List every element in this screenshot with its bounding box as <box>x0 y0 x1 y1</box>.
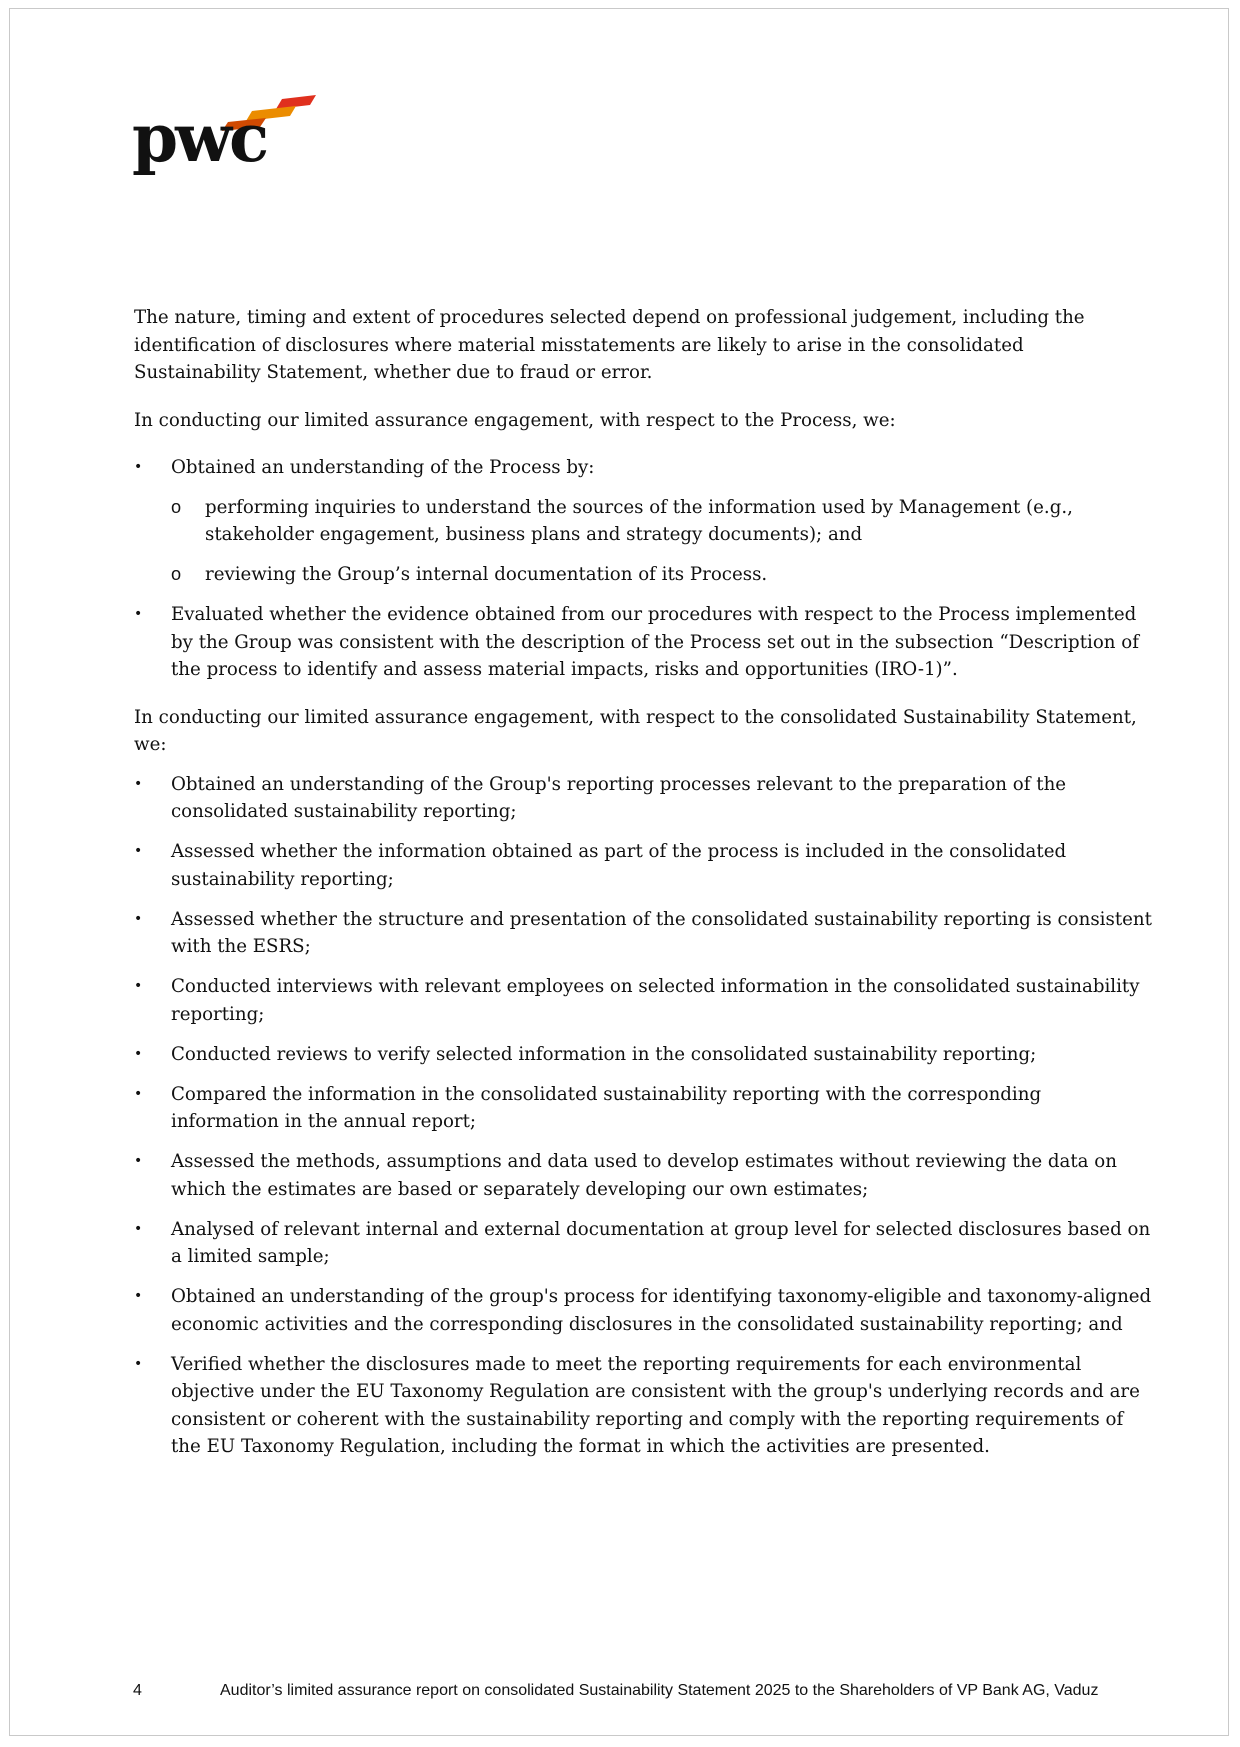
logo-accent-bar-top <box>276 95 316 109</box>
process-section-lead: In conducting our limited assurance engagement, with respect to the Process, we: <box>134 409 896 431</box>
list-item: • Assessed the methods, assumptions and data used to develop estimates without reviewing the data on which the estimates are based or separately developing our own estimates; <box>134 1148 1154 1203</box>
statement-section-lead: In conducting our limited assurance engagement, with respect to the consolidated Sustainability Statement, we: <box>134 706 1137 755</box>
document-page <box>9 8 1229 1736</box>
sub-list-item: o performing inquiries to understand the sources of the information used by Management (e.g., stakeholder engagement, business plans and strategy documents); and <box>171 494 1154 549</box>
list-item-text: Obtained an understanding of the Process by: <box>171 457 595 478</box>
footer-text: Auditor’s limited assurance report on consolidated Sustainability Statement 2025 to the Shareholders of VP Bank AG, Vaduz <box>220 1682 1099 1699</box>
list-item <box>134 454 1154 589</box>
list-item: • Obtained an understanding of the group's process for identifying taxonomy-eligible and taxonomy-aligned economic activities and the corresponding disclosures in the consolidated sustainability reporting; and <box>134 1283 1154 1338</box>
page-number: 4 <box>133 1682 142 1699</box>
list-item: • Compared the information in the consolidated sustainability reporting with the corresponding information in the annual report; <box>134 1081 1154 1136</box>
list-item: • Verified whether the disclosures made to meet the reporting requirements for each environmental objective under the EU Taxonomy Regulation are consistent with the group's underlying records and are consistent or coherent with the sustainability reporting and comply with the reporting requirements of the EU Taxonomy Regulation, including the format in which the activities are presented. <box>134 1351 1154 1461</box>
list-item-text: Evaluated whether the evidence obtained from our procedures with respect to the Process implemented by the Group was consistent with the description of the Process set out in the subsection “Description of the process to identify and assess material impacts, risks and opportunities (IRO-1)”. <box>171 604 1139 680</box>
sub-list-item: o reviewing the Group’s internal documentation of its Process. <box>171 561 1154 589</box>
list-item: • Obtained an understanding of the Group's reporting processes relevant to the preparation of the consolidated sustainability reporting; <box>134 771 1154 826</box>
list-item: • Assessed whether the structure and presentation of the consolidated sustainability reporting is consistent with the ESRS; <box>134 906 1154 961</box>
report-body <box>134 304 1154 1481</box>
list-item: • Analysed of relevant internal and external documentation at group level for selected disclosures based on a limited sample; <box>134 1216 1154 1271</box>
process-procedures-list <box>134 454 1154 684</box>
list-item <box>134 601 1154 684</box>
intro-paragraph: The nature, timing and extent of procedures selected depend on professional judgement, including the identification of disclosures where material misstatements are likely to arise in the consolidated Sustainability Statement, whether due to fraud or error. <box>134 307 1085 383</box>
logo-wordmark: pwc <box>132 99 267 177</box>
list-item: • Assessed whether the information obtained as part of the process is included in the consolidated sustainability reporting; <box>134 838 1154 893</box>
list-item: • Conducted reviews to verify selected information in the consolidated sustainability reporting; <box>134 1041 1154 1069</box>
process-sub-list <box>171 494 1154 589</box>
pwc-logo <box>132 91 322 186</box>
statement-procedures-list <box>134 771 1154 1461</box>
list-item: • Conducted interviews with relevant employees on selected information in the consolidated sustainability reporting; <box>134 973 1154 1028</box>
